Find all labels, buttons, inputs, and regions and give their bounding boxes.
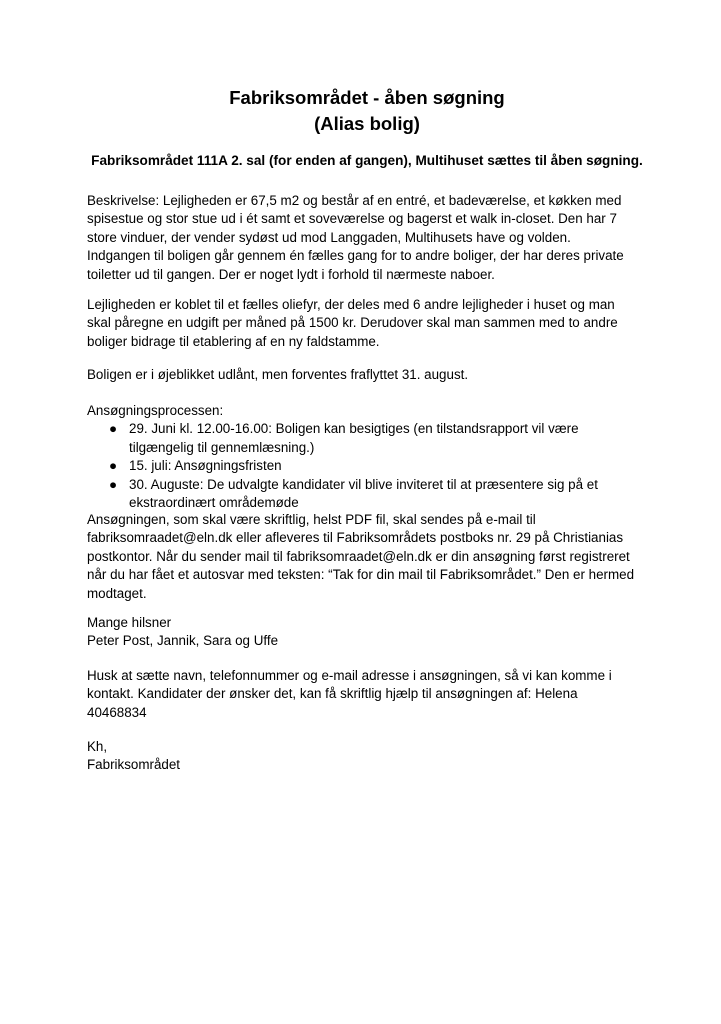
description-line: spisestue og stor stue ud i ét samt et soveværelse og bagerst et walk in-closet. Den har 7 [87, 211, 617, 227]
reminder-paragraph [87, 667, 647, 722]
document-headline: Fabriksområdet 111A 2. sal (for enden af gangen), Multihuset sættes til åben søgning. [91, 153, 643, 168]
heating-line: Lejligheden er koblet til et fælles oliefyr, der deles med 6 andre lejligheder i huset og man [87, 297, 615, 312]
reminder-line: Husk at sætte navn, telefonnummer og e-mail adresse i ansøgningen, så vi kan komme i [87, 668, 612, 683]
bullet-icon: ● [109, 458, 118, 474]
heating-line: skal påregne en udgift per måned på 1500 kr. Derudover skal man sammen med to andre [87, 315, 618, 331]
list-item-line: tilgængelig til gennemlæsning.) [129, 439, 315, 455]
signoff-line: Kh, [87, 739, 108, 754]
description-line: Indgangen til boligen går gennem én fælles gang for to andre boliger, der har deres private [87, 248, 624, 264]
list-item-line: ekstraordinært områdemøde [129, 495, 299, 511]
bullet-icon: ● [109, 421, 118, 437]
list-item [87, 457, 647, 475]
document-title-line-2: (Alias bolig) [314, 113, 420, 134]
description-line: Beskrivelse: Lejligheden er 67,5 m2 og består af en entré, et badeværelse, et køkken med [87, 193, 622, 208]
heating-line: boliger bidrage til etablering af en ny faldstamme. [87, 333, 380, 349]
list-item [87, 420, 647, 457]
reminder-phone: 40468834 [87, 704, 147, 720]
description-line: store vinduer, der vender sydøst ud mod Langgaden, Multihusets have og volden. [87, 229, 571, 245]
document-title-line-1: Fabriksområdet - åben søgning [229, 87, 505, 108]
process-heading: Ansøgningsprocessen: [87, 403, 224, 418]
application-line: fabriksomraadet@eln.dk eller afleveres til Fabriksområdets postboks nr. 29 på Christianias [87, 530, 624, 546]
description-line: toiletter ud til gangen. Der er noget lydt i forhold til nærmeste naboer. [87, 266, 495, 282]
greeting-line: Mange hilsner [87, 615, 172, 630]
description-paragraph [87, 192, 647, 284]
signoff-sender: Fabriksområdet [87, 757, 181, 773]
signoff-paragraph [87, 738, 647, 775]
greeting-paragraph [87, 614, 647, 651]
process-section [87, 402, 647, 512]
process-list [87, 420, 647, 512]
reminder-line: kontakt. Kandidater der ønsker det, kan få skriftlig hjælp til ansøgningen af: Helena [87, 686, 578, 702]
application-line: postkontor. Når du sender mail til fabriksomraadet@eln.dk er din ansøgning først registreret [87, 548, 630, 564]
bullet-icon: ● [109, 476, 118, 492]
application-paragraph [87, 511, 647, 603]
heating-paragraph [87, 296, 647, 351]
list-item-line: 30. Auguste: De udvalgte kandidater vil blive inviteret til at præsentere sig på et [129, 476, 598, 492]
list-item-line: 15. juli: Ansøgningsfristen [129, 458, 282, 474]
list-item-line: 29. Juni kl. 12.00-16.00: Boligen kan besigtiges (en tilstandsrapport vil være [129, 421, 579, 437]
application-line: Ansøgningen, som skal være skriftlig, helst PDF fil, skal sendes på e-mail til [87, 512, 536, 527]
greeting-signatories: Peter Post, Jannik, Sara og Uffe [87, 633, 279, 649]
list-item [87, 476, 647, 513]
application-line: modtaget. [87, 585, 147, 601]
availability-text: Boligen er i øjeblikket udlånt, men forventes fraflyttet 31. august. [87, 367, 469, 382]
application-line: når du har fået et autosvar med teksten: “Tak for din mail til Fabriksområdet.” Den er hermed [87, 567, 635, 583]
availability-paragraph [87, 366, 647, 384]
